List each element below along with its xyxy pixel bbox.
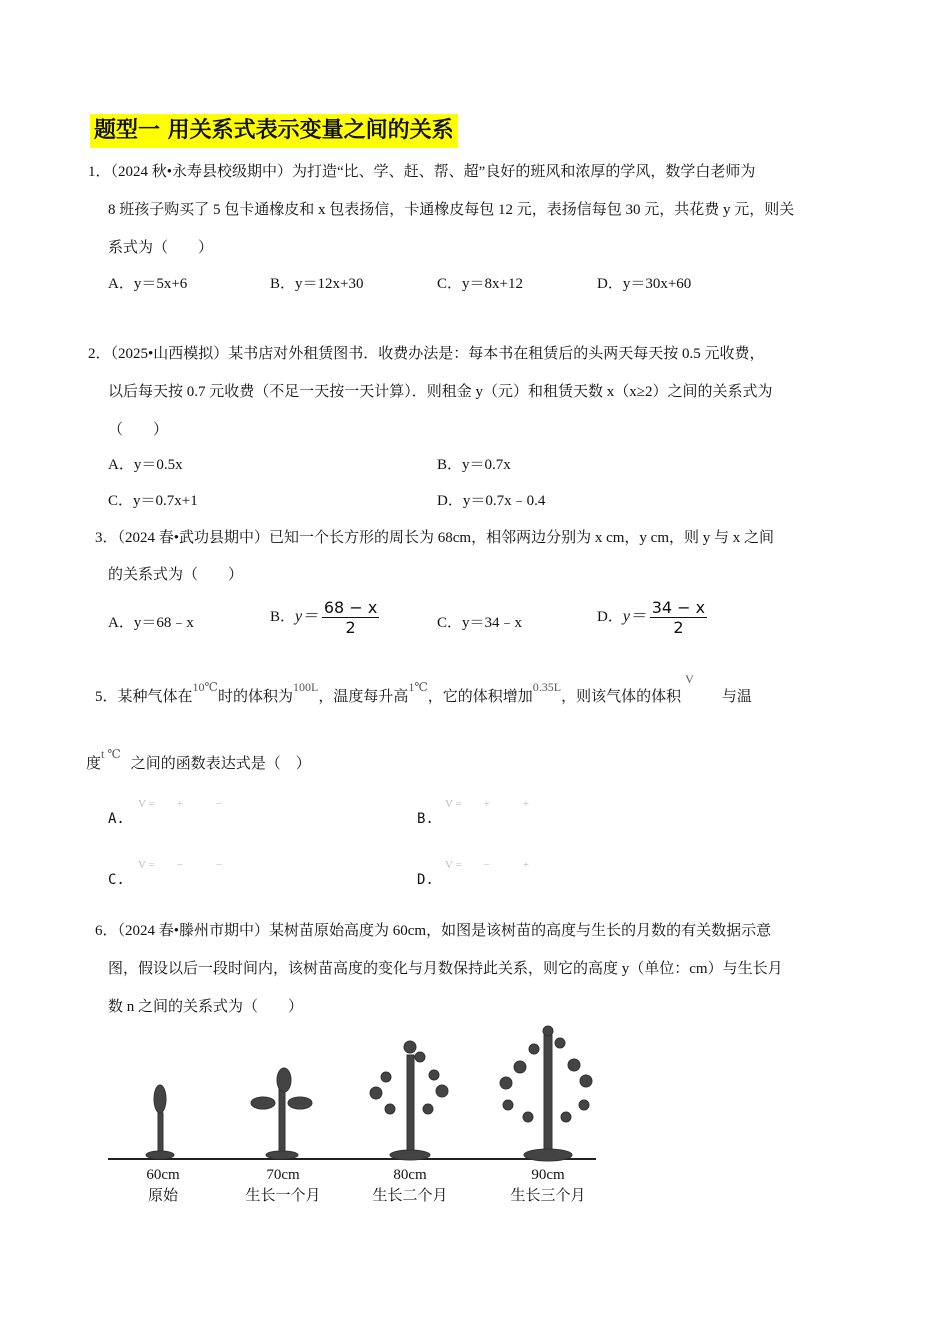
q3-line-1: 3．（2024 春•武功县期中）已知一个长方形的周长为 68cm，相邻两边分别为 x cm，y cm，则 y 与 x 之间 bbox=[95, 530, 774, 546]
q5-line-1 bbox=[95, 672, 752, 706]
q5-option-b bbox=[417, 795, 529, 828]
option-lhs: y＝ bbox=[295, 607, 319, 625]
q6-line-3: 数 n 之间的关系式为（ ） bbox=[108, 999, 304, 1015]
text: ，则该气体的体积 bbox=[561, 689, 682, 705]
section-title: 题型一 用关系式表示变量之间的关系 bbox=[90, 114, 458, 148]
option-label: D. bbox=[417, 872, 434, 888]
seedling-illustration bbox=[108, 1025, 600, 1165]
seedling-1-month bbox=[251, 1068, 312, 1159]
math-image: 10℃ bbox=[192, 680, 218, 694]
q1-line-3: 系式为（ ） bbox=[108, 240, 214, 256]
figure-caption-0 bbox=[128, 1165, 198, 1207]
denominator: 2 bbox=[345, 618, 356, 637]
height-label: 90cm bbox=[531, 1167, 565, 1183]
text: 5．某种气体在 bbox=[95, 689, 193, 705]
q5-line-2 bbox=[86, 747, 311, 773]
math-image: V bbox=[685, 672, 694, 686]
q2-line-1: 2．（2025•山西模拟）某书店对外租赁图书．收费办法是：每本书在租赁后的头两天每天按 0.5 元收费， bbox=[88, 346, 765, 362]
q5-option-a bbox=[108, 795, 222, 828]
q1-line-1: 1．（2024 秋•永寿县校级期中）为打造“比、学、赶、帮、超”良好的班风和浓厚的学风，数学白老师为 bbox=[88, 164, 756, 180]
height-label: 70cm bbox=[266, 1167, 300, 1183]
math-image: t ℃ bbox=[101, 747, 121, 761]
q2-option-d: D．y＝0.7x﹣0.4 bbox=[437, 493, 546, 509]
stage-label: 生长二个月 bbox=[372, 1188, 448, 1204]
seedling-3-months bbox=[500, 1026, 592, 1161]
seedling-2-months bbox=[370, 1041, 448, 1160]
option-label: B. bbox=[417, 811, 434, 827]
stage-label: 原始 bbox=[147, 1188, 178, 1204]
option-formula: V = + − bbox=[138, 798, 223, 810]
height-label: 80cm bbox=[393, 1167, 427, 1183]
text: 与温 bbox=[721, 689, 752, 705]
q3-option-b bbox=[270, 598, 379, 637]
q3-option-c: C．y＝34﹣x bbox=[437, 615, 523, 631]
q6-line-1: 6．（2024 春•滕州市期中）某树苗原始高度为 60cm，如图是该树苗的高度与生长的月数的有关数据示意 bbox=[95, 923, 772, 939]
height-label: 60cm bbox=[146, 1167, 180, 1183]
q2-line-3: （ ） bbox=[108, 422, 169, 438]
numerator: 68 − x bbox=[323, 598, 378, 617]
q1-line-2: 8 班孩子购买了 5 包卡通橡皮和 x 包表扬信，卡通橡皮每包 12 元，表扬信每包 30 元，共花费 y 元，则关 bbox=[108, 202, 795, 218]
q1-option-a: A．y＝5x+6 bbox=[108, 276, 188, 292]
q3-option-a: A．y＝68﹣x bbox=[108, 615, 194, 631]
numerator: 34 − x bbox=[651, 598, 706, 617]
fraction bbox=[322, 598, 379, 637]
q2-option-a: A．y＝0.5x bbox=[108, 457, 183, 473]
option-lhs: y＝ bbox=[622, 607, 646, 625]
q1-option-d: D．y＝30x+60 bbox=[597, 276, 692, 292]
q3-option-d bbox=[597, 598, 707, 637]
text: ，温度每升高 bbox=[318, 689, 409, 705]
q3-line-2: 的关系式为（ ） bbox=[108, 567, 244, 583]
q1-option-c: C．y＝8x+12 bbox=[437, 276, 523, 292]
option-label: B． bbox=[270, 608, 296, 625]
option-formula: V = − + bbox=[445, 859, 530, 871]
option-label: C. bbox=[108, 872, 125, 888]
option-formula: V = + + bbox=[445, 798, 530, 810]
text: 时的体积为 bbox=[217, 689, 293, 705]
q2-option-b: B．y＝0.7x bbox=[437, 457, 511, 473]
stage-label: 生长三个月 bbox=[510, 1188, 586, 1204]
figure-caption-3 bbox=[498, 1165, 598, 1207]
seedling-0-months bbox=[146, 1085, 174, 1159]
q2-line-2: 以后每天按 0.7 元收费（不足一天按一天计算）．则租金 y（元）和租赁天数 x（x≥2）之间的关系式为 bbox=[108, 384, 773, 400]
denominator: 2 bbox=[673, 618, 684, 637]
text: 之间的函数表达式是（ ） bbox=[130, 756, 311, 772]
figure-caption-1 bbox=[233, 1165, 333, 1207]
math-image: 0.35L bbox=[532, 680, 562, 694]
option-label: A. bbox=[108, 811, 125, 827]
q5-option-d bbox=[417, 856, 529, 889]
fraction bbox=[650, 598, 707, 637]
option-formula: V = − − bbox=[138, 859, 223, 871]
math-image: 100L bbox=[292, 680, 319, 694]
stage-label: 生长一个月 bbox=[245, 1188, 321, 1204]
text: ，它的体积增加 bbox=[427, 689, 533, 705]
math-image: 1℃ bbox=[408, 680, 428, 694]
seedling-growth-figure bbox=[108, 1025, 600, 1210]
q6-line-2: 图，假设以后一段时间内，该树苗高度的变化与月数保持此关系，则它的高度 y（单位：cm）与生长月 bbox=[108, 961, 783, 977]
q5-option-c bbox=[108, 856, 222, 889]
text: 度 bbox=[86, 756, 102, 772]
figure-caption-2 bbox=[360, 1165, 460, 1207]
q1-option-b: B．y＝12x+30 bbox=[270, 276, 364, 292]
option-label: D． bbox=[597, 608, 623, 625]
q2-option-c: C．y＝0.7x+1 bbox=[108, 493, 198, 509]
